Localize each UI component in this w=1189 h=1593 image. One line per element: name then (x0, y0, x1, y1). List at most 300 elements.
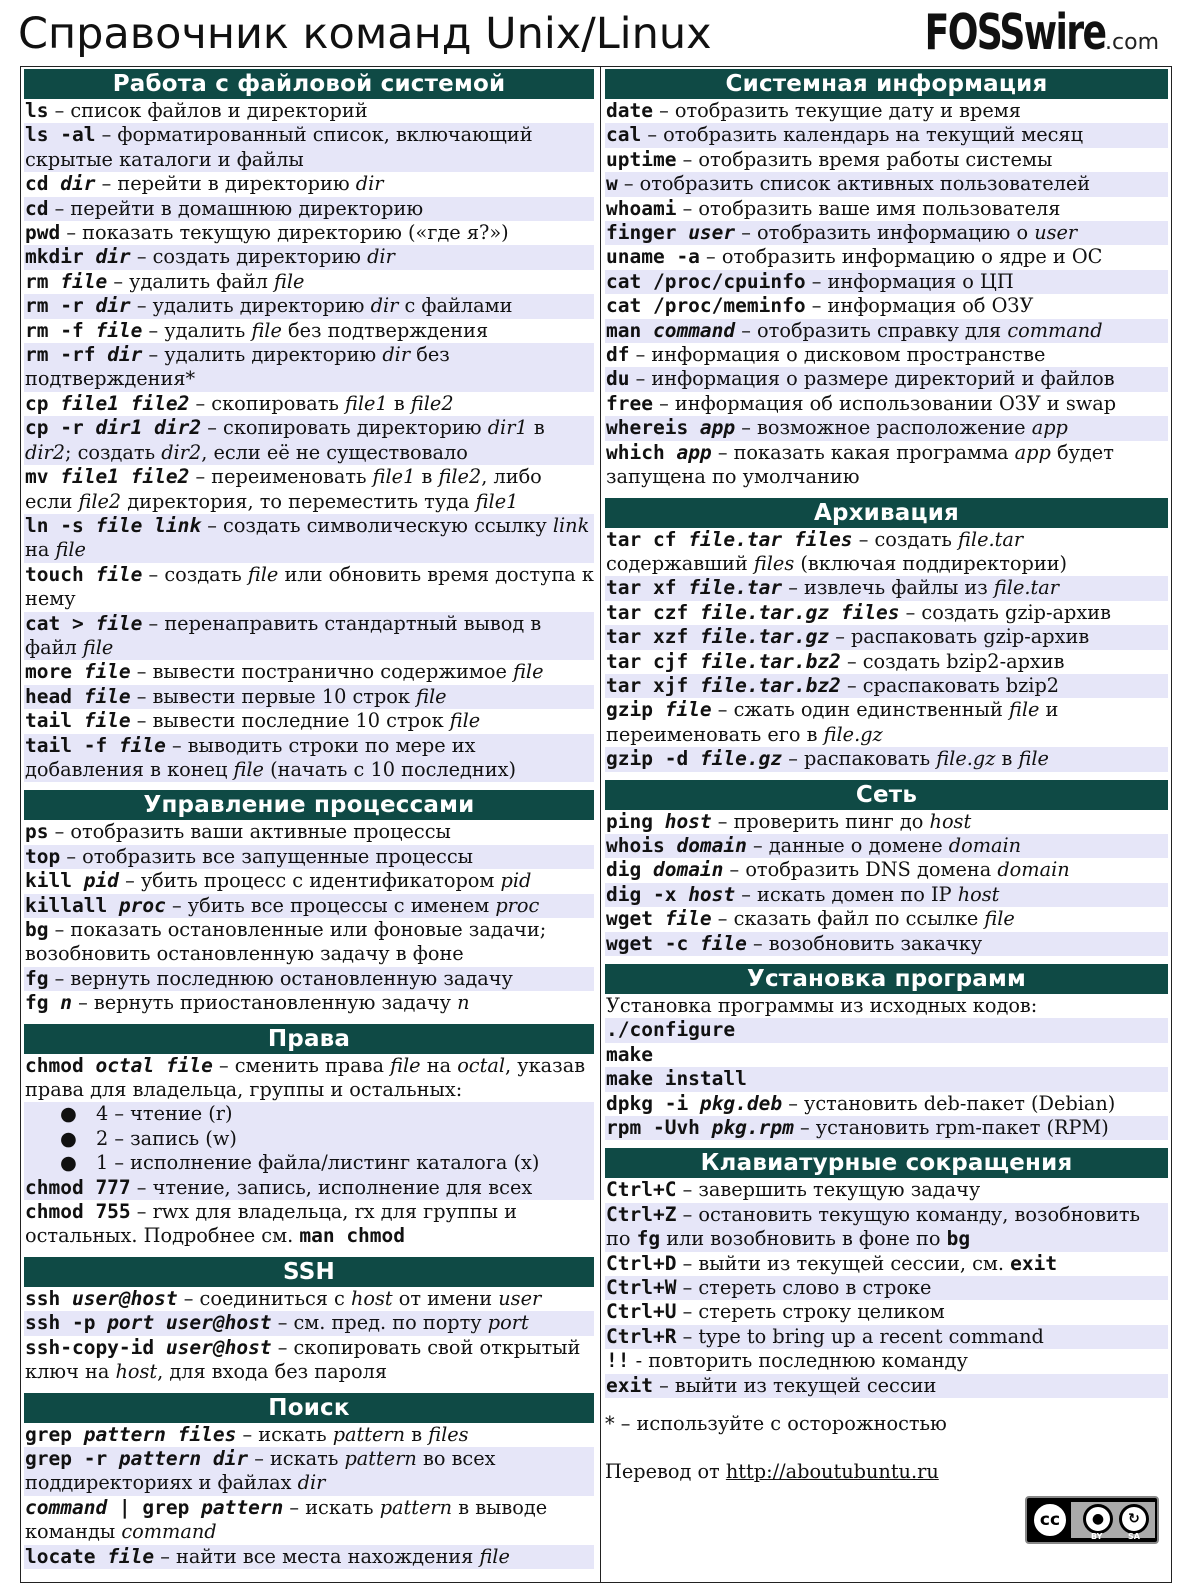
argument-reference: file (82, 635, 114, 659)
command-text: ssh-copy-id (25, 1335, 166, 1359)
command-entry (605, 1325, 1168, 1349)
section-header: Поиск (24, 1393, 594, 1423)
command-entry (24, 918, 594, 967)
command-entry (24, 1423, 594, 1447)
command-text: fg (636, 1227, 661, 1251)
command-text: wget -c (606, 931, 700, 955)
description-text: от имени (392, 1286, 499, 1310)
command-argument: dir (95, 294, 131, 318)
command-argument: proc (118, 893, 166, 917)
section-header: Клавиатурные сокращения (605, 1148, 1168, 1178)
translation-credit (605, 1460, 1168, 1484)
command-entry (24, 99, 594, 123)
command-text: Ctrl+U (606, 1300, 677, 1324)
section-header: Установка программ (605, 964, 1168, 994)
description-text: – искать домен по IP (735, 882, 958, 906)
description-text: – создать bzip2-архив (840, 649, 1065, 673)
section (24, 790, 594, 1015)
command-entry (605, 1276, 1168, 1300)
section-header: SSH (24, 1257, 594, 1287)
command-text: fg (25, 966, 49, 990)
by-label: BY (1091, 1532, 1103, 1541)
description-text: – информация о размере директорий и файлов (629, 367, 1115, 391)
description-text: – искать (248, 1446, 345, 1470)
command-entry (605, 528, 1168, 577)
argument-reference: file (55, 538, 86, 562)
argument-reference: file2 (438, 465, 482, 489)
command-entry (24, 1545, 594, 1569)
description-text: – вывести последние 10 строк (130, 709, 450, 733)
argument-reference: dir (370, 294, 399, 318)
command-entry (605, 1043, 1168, 1067)
argument-reference: file2 (410, 391, 454, 415)
command-entry (605, 576, 1168, 600)
bullet-icon: ● (60, 1102, 77, 1126)
command-text: chmod 777 (25, 1175, 131, 1199)
description-text: – скопировать (189, 391, 346, 415)
argument-reference: file1 (345, 391, 388, 415)
bullet-icon: ● (60, 1151, 77, 1175)
argument-reference: dir (297, 1471, 326, 1495)
argument-reference: file (233, 757, 264, 781)
description-text: , указав права для владельца, группы и остальных: (25, 1053, 586, 1102)
command-text: whereis (606, 416, 700, 440)
argument-reference: file (1008, 698, 1040, 722)
sa-label: SA (1128, 1532, 1140, 1541)
argument-reference: dir1 (487, 416, 528, 440)
command-entry (24, 1336, 594, 1385)
command-entry (605, 441, 1168, 490)
bullet-text: 4 – чтение (r) (96, 1102, 233, 1126)
command-text: whois (606, 833, 677, 857)
description-text: – информация об ОЗУ (805, 294, 1034, 318)
command-entry (605, 650, 1168, 674)
description-text: – создать символическую ссылку (201, 513, 553, 537)
command-entry (24, 1200, 594, 1249)
command-text: cat /proc/cpuinfo (606, 269, 806, 293)
command-argument: file.tar.bz2 (699, 649, 841, 673)
description-text: или возобновить в фоне по (660, 1227, 947, 1251)
command-entry (24, 392, 594, 416)
command-text: which (606, 440, 677, 464)
command-argument: file (107, 1544, 155, 1568)
command-text: ln -s (25, 513, 96, 537)
command-entry (605, 698, 1168, 747)
section-header: Управление процессами (24, 790, 594, 820)
description-text: – отобразить ваше имя пользователя (676, 196, 1061, 220)
section (605, 1148, 1168, 1398)
command-entry (24, 709, 594, 733)
command-entry (605, 810, 1168, 834)
command-argument: file (118, 733, 166, 757)
command-text: ps (25, 820, 49, 844)
command-text: !! (606, 1349, 630, 1373)
description-text: – завершить текущую задачу (676, 1178, 981, 1202)
command-argument: domain (676, 833, 747, 857)
argument-reference: command (121, 1520, 217, 1544)
description-text: – вернуть приостановленную задачу (71, 991, 458, 1015)
description-text: – возможное расположение (735, 416, 1032, 440)
command-entry (605, 1300, 1168, 1324)
description-text: без подтверждения* (25, 343, 450, 391)
section-header: Права (24, 1024, 594, 1054)
command-text: tar xf (606, 576, 689, 600)
argument-reference: file1 (372, 465, 416, 489)
description-text: (начать с 10 последних) (263, 757, 516, 781)
argument-reference: app (1031, 416, 1068, 440)
description-text: – перейти в домашнюю директорию (48, 196, 424, 220)
command-entry (605, 834, 1168, 858)
argument-reference: file.gz (823, 722, 883, 746)
argument-reference: user (1034, 221, 1078, 245)
argument-reference: pid (500, 869, 532, 893)
command-text: chmod (25, 1053, 96, 1077)
argument-reference: host (350, 1286, 393, 1310)
command-argument: file (699, 931, 747, 955)
argument-reference: files (428, 1422, 469, 1446)
description-text: – информация о дисковом пространстве (629, 343, 1046, 367)
command-entry (605, 99, 1168, 123)
description-text: – скопировать свой открытый ключ на (25, 1335, 581, 1384)
command-entry (24, 319, 594, 343)
bullet-text: 2 – запись (w) (96, 1126, 237, 1150)
command-entry (605, 907, 1168, 931)
command-argument: dir1 dir2 (95, 416, 202, 440)
command-entry (605, 172, 1168, 196)
description-text: или обновить время доступа к нему (25, 562, 594, 611)
command-text: mkdir (25, 245, 96, 269)
command-argument: file1 file2 (60, 391, 190, 415)
command-text: finger (606, 221, 689, 245)
command-entry (24, 685, 594, 709)
command-entry (605, 294, 1168, 318)
command-entry (24, 245, 594, 269)
command-argument: pid (83, 869, 119, 893)
description-text: в (415, 465, 439, 489)
command-entry (605, 270, 1168, 294)
description-text: – информация об использовании ОЗУ и swap (652, 391, 1117, 415)
description-text: во всех поддиректориях и файлах (25, 1446, 496, 1495)
command-text: ping (606, 809, 665, 833)
description-text: в (387, 391, 411, 415)
command-entry (605, 1349, 1168, 1373)
argument-reference: file.tar (993, 576, 1059, 600)
section (24, 1257, 594, 1385)
command-entry (605, 747, 1168, 771)
left-column (24, 69, 594, 1577)
description-text: в (527, 416, 545, 440)
description-text: – убить процесс с идентификатором (118, 869, 501, 893)
command-argument: file.tar.gz (699, 625, 830, 649)
command-text: exit (1010, 1251, 1058, 1275)
command-argument: user (688, 221, 736, 245)
description-text: – сказать файл по ссылке (711, 907, 985, 931)
argument-reference: file (247, 562, 279, 586)
description-text: в (405, 1422, 429, 1446)
argument-reference: domain (997, 858, 1070, 882)
description-text: – сжать один единственный (711, 698, 1009, 722)
description-text: – остановить текущую команду, возобновить по (606, 1202, 1141, 1251)
command-text: cat /proc/meminfo (606, 294, 806, 318)
description-text: – стереть строку целиком (676, 1300, 945, 1324)
command-text: ssh -p (25, 1311, 108, 1335)
command-text: cd (25, 196, 49, 220)
description-text: – создать gzip-архив (899, 600, 1111, 624)
command-argument: app (699, 416, 736, 440)
command-entry (24, 1496, 594, 1545)
command-argument: command (652, 318, 736, 342)
section-header: Работа с файловой системой (24, 69, 594, 99)
argument-reference: host (115, 1360, 158, 1384)
cc-license-badge[interactable] (1025, 1496, 1159, 1544)
command-text: Ctrl+C (606, 1178, 677, 1202)
command-entry (605, 1092, 1168, 1116)
logo-main: FOSSwire (924, 4, 1106, 61)
description-text: – перенаправить стандартный вывод в файл (25, 611, 542, 659)
command-argument: n (60, 991, 72, 1015)
section (605, 964, 1168, 1140)
description-text: – отобразить информацию о ядре и ОС (699, 245, 1103, 269)
command-text: chmod 755 (25, 1200, 131, 1224)
command-text: cp (25, 391, 61, 415)
command-entry (605, 932, 1168, 956)
command-text: cal (606, 123, 642, 147)
section-header: Архивация (605, 498, 1168, 528)
command-entry (24, 172, 594, 196)
command-text: free (606, 391, 653, 415)
argument-reference: port (487, 1311, 529, 1335)
description-text: – создать директорию (130, 245, 368, 269)
argument-reference: file (1018, 747, 1049, 771)
translation-link[interactable]: http://aboutubuntu.ru (725, 1460, 939, 1484)
command-text: tar cjf (606, 649, 700, 673)
command-text: uname -a (606, 245, 700, 269)
argument-reference: file (390, 1053, 421, 1077)
description-text: – создать (142, 562, 248, 586)
description-text: – отобразить ваши активные процессы (48, 820, 451, 844)
argument-reference: link (552, 513, 590, 537)
bullet-item (24, 1127, 594, 1151)
command-text: date (606, 99, 653, 122)
section (605, 498, 1168, 772)
description-text: с файлами (398, 294, 513, 318)
command-argument: host (688, 882, 736, 906)
command-text: fg (25, 991, 61, 1015)
command-entry (605, 1252, 1168, 1276)
command-entry (605, 1018, 1168, 1042)
right-column (605, 69, 1168, 1484)
command-text: wget (606, 907, 665, 931)
description-text: – показать остановленные или фоновые задачи; возобновить остановленную задачу в фоне (25, 918, 547, 966)
description-text: будет запущена по умолчанию (606, 440, 1114, 489)
command-argument: domain (652, 858, 724, 882)
description-text: – удалить файл (107, 269, 275, 293)
description-text: ; создать (65, 440, 162, 464)
description-text: – искать (283, 1495, 380, 1519)
description-text: – соединиться с (177, 1286, 351, 1310)
command-text: rm -rf (25, 343, 108, 367)
command-argument: file.tar (688, 576, 783, 600)
description-text: (включая поддиректории) (794, 551, 1068, 575)
fosswire-logo[interactable] (885, 4, 1159, 61)
right-sections (605, 69, 1168, 1398)
command-text: cp -r (25, 416, 96, 440)
description-text: – удалить директорию (130, 294, 371, 318)
section (605, 69, 1168, 490)
command-text: ls -al (25, 123, 96, 147)
command-entry (24, 123, 594, 172)
description-text: – удалить (142, 318, 252, 342)
command-entry (605, 1203, 1168, 1252)
description-text: , для входа без пароля (157, 1360, 387, 1384)
command-argument: file (83, 709, 131, 733)
command-text: cd (25, 172, 61, 196)
command-entry (24, 894, 594, 918)
description-text: – переименовать (189, 465, 373, 489)
argument-reference: files (753, 551, 795, 575)
description-text: – отобразить информацию о (735, 221, 1035, 245)
argument-reference: dir2 (25, 440, 65, 464)
command-text: Ctrl+W (606, 1276, 677, 1300)
description-text: – форматированный список, включающий скрытые каталоги и файлы (25, 123, 533, 171)
page-title: Справочник команд Unix/Linux (18, 9, 712, 59)
command-text: du (606, 367, 630, 391)
command-argument: file.tar.gz files (699, 600, 900, 624)
command-text: gzip -d (606, 747, 700, 771)
command-text: gzip (606, 698, 665, 722)
command-text: uptime (606, 147, 677, 171)
command-text: grep (25, 1422, 84, 1446)
command-text: tar xzf (606, 625, 700, 649)
description-text: – сраспаковать bzip2 (840, 673, 1060, 697)
command-entry (605, 367, 1168, 391)
command-text: grep -r (25, 1446, 119, 1470)
command-entry (24, 465, 594, 514)
argument-reference: file (274, 269, 305, 293)
description-text: – удалить директорию (142, 343, 383, 367)
description-text: – type to bring up a recent command (676, 1324, 1044, 1348)
command-entry (605, 245, 1168, 269)
command-text: make (606, 1042, 653, 1066)
command-argument: pattern (201, 1495, 284, 1519)
command-text: top (25, 844, 61, 868)
section (24, 1024, 594, 1249)
footnote: * – используйте с осторожностью (605, 1412, 947, 1436)
argument-reference: file (513, 660, 544, 684)
argument-reference: pattern (344, 1446, 417, 1470)
description-text: – искать (236, 1422, 333, 1446)
description-text: – отобразить список активных пользователей (617, 172, 1091, 196)
command-entry (24, 514, 594, 563)
argument-reference: file (479, 1544, 510, 1568)
command-argument: file1 file2 (60, 465, 190, 489)
command-argument: file link (95, 513, 202, 537)
command-text: kill (25, 869, 84, 893)
command-entry (24, 612, 594, 661)
command-text: tar czf (606, 600, 700, 624)
command-entry (605, 319, 1168, 343)
command-text: w (606, 172, 618, 196)
command-argument: file (664, 907, 712, 931)
argument-reference: host (957, 882, 1000, 906)
description-text: – отобразить время работы системы (676, 147, 1053, 171)
command-entry (605, 392, 1168, 416)
description-text: директория, то переместить туда (121, 489, 476, 513)
argument-reference: user (498, 1286, 542, 1310)
command-argument: file (83, 660, 131, 684)
command-text: tail (25, 709, 84, 733)
argument-reference: n (457, 991, 470, 1015)
argument-reference: dir2 (161, 440, 202, 464)
command-text: | grep (107, 1495, 202, 1519)
description-text: – отобразить текущие дату и время (652, 99, 1021, 122)
description-text: – распаковать gzip-архив (829, 625, 1090, 649)
command-text: killall (25, 893, 119, 917)
command-argument: file (95, 318, 143, 342)
command-text: rpm -Uvh (606, 1116, 712, 1140)
section (605, 780, 1168, 956)
command-entry (24, 1054, 594, 1103)
command-entry (605, 148, 1168, 172)
command-text: bg (25, 918, 49, 941)
command-text: Ctrl+R (606, 1324, 677, 1348)
command-entry (605, 1178, 1168, 1202)
command-argument: file (95, 611, 143, 635)
argument-reference: octal (457, 1053, 506, 1077)
argument-reference: file (984, 907, 1015, 931)
description-text: Установка программы из исходных кодов: (606, 994, 1038, 1017)
command-text: tail -f (25, 733, 119, 757)
description-text: – rwx для владельца, rx для группы и остальных. Подробнее см. (25, 1200, 517, 1248)
argument-reference: host (929, 809, 972, 833)
argument-reference: dir (355, 172, 384, 196)
command-entry (24, 197, 594, 221)
command-argument: user@host (165, 1335, 272, 1359)
command-text: head (25, 684, 84, 708)
description-text: – возобновить закачку (746, 931, 983, 955)
command-argument: file (664, 698, 712, 722)
description-text: на (420, 1053, 458, 1077)
command-argument: pkg.rpm (711, 1116, 794, 1140)
command-argument: pattern dir (118, 1446, 249, 1470)
command-text: Ctrl+Z (606, 1202, 677, 1226)
command-entry (24, 1447, 594, 1496)
command-text: man chmod (299, 1224, 406, 1248)
description-text: – показать текущую директорию («где я?») (60, 221, 509, 245)
command-text: tar cf (606, 527, 689, 551)
command-text: locate (25, 1544, 108, 1568)
description-text: – информация о ЦП (805, 269, 1014, 293)
command-argument: file (83, 684, 131, 708)
description-text: – проверить пинг до (711, 809, 930, 833)
command-entry (24, 343, 594, 392)
description-text: – показать какая программа (711, 440, 1015, 464)
command-entry (605, 994, 1168, 1018)
command-argument: file (60, 269, 108, 293)
command-entry (24, 416, 594, 465)
command-entry (605, 1067, 1168, 1091)
command-text: tar xjf (606, 673, 700, 697)
description-text: в (995, 747, 1019, 771)
command-text: ls (25, 99, 49, 122)
argument-reference: proc (495, 893, 540, 917)
description-text: без подтверждения (281, 318, 489, 342)
description-text: - повторить последнюю команду (629, 1349, 968, 1373)
column-divider (600, 66, 601, 1583)
command-entry (605, 625, 1168, 649)
description-text: – вывести первые 10 строк (130, 684, 417, 708)
command-text: dpkg -i (606, 1091, 700, 1115)
